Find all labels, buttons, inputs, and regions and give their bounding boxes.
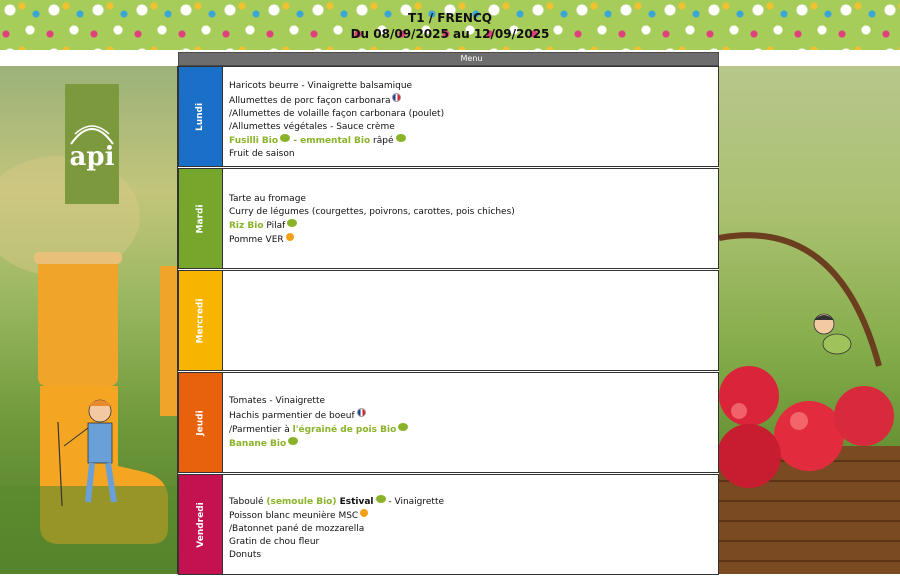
day-row-lundi: [178, 66, 719, 167]
organic-label-icon: [280, 134, 290, 142]
menu-item: Tomates - Vinaigrette: [229, 396, 326, 406]
date-range: Du 08/09/2025 au 12/09/2025: [350, 27, 550, 41]
day-label: Vendredi: [195, 501, 206, 548]
menu-item: Pomme VER: [229, 233, 714, 247]
organic-label-icon: [376, 495, 386, 503]
menu-item: Curry de légumes (courgettes, poivrons, carottes, pois chiches): [229, 207, 515, 217]
day-row-mardi: [178, 168, 719, 269]
day-tab-vendredi: [179, 475, 223, 574]
menu-item: /Allumettes de volaille façon carbonara (poulet): [229, 109, 445, 119]
menu-item: /Batonnet pané de mozzarella: [229, 524, 365, 534]
organic-label-icon: [398, 423, 408, 431]
day-label: Jeudi: [195, 409, 206, 436]
ver-label-icon: [286, 233, 294, 241]
api-logo: [65, 84, 119, 204]
header-banner: [0, 0, 900, 50]
france-flag-icon: [392, 93, 401, 102]
right-photo-panel: [719, 66, 900, 574]
day-tab-mercredi: [179, 271, 223, 370]
day-tab-jeudi: [179, 373, 223, 472]
menu-item: Taboulé (semoule Bio) Estival - Vinaigrette: [229, 497, 445, 507]
msc-label-icon: [360, 509, 368, 517]
menu-item: Gratin de chou fleur: [229, 537, 320, 547]
day-label: Lundi: [195, 102, 206, 131]
menu-header-label: Menu: [460, 54, 483, 63]
page-title: T1 / FRENCQ: [408, 11, 492, 25]
day-row-jeudi: [178, 372, 719, 473]
organic-label-icon: [288, 437, 298, 445]
menu-item: Poisson blanc meunière MSC: [229, 509, 714, 523]
day-tab-lundi: [179, 67, 223, 166]
day-row-vendredi: [178, 474, 719, 575]
menu-item: Fruit de saison: [229, 149, 295, 159]
menu-lundi: [229, 80, 714, 161]
menu-item: Allumettes de porc façon carbonara: [229, 93, 714, 108]
day-row-mercredi: [178, 270, 719, 371]
menu-jeudi: [229, 395, 714, 451]
menu-item: Hachis parmentier de boeuf: [229, 408, 714, 423]
climbing-figure-drawing: [814, 314, 851, 354]
menu-item: Fusilli Bio - emmental Bio râpé: [229, 134, 714, 148]
menu-item: Banane Bio: [229, 437, 714, 451]
menu-item: Riz Bio Pilaf: [229, 219, 714, 233]
menu-mardi: [229, 193, 714, 247]
menu-item: /Allumettes végétales - Sauce crème: [229, 122, 395, 132]
organic-label-icon: [287, 219, 297, 227]
organic-label-icon: [396, 134, 406, 142]
france-flag-icon: [357, 408, 366, 417]
menu-item: Tarte au fromage: [229, 194, 306, 204]
apple-basket-illustration: [719, 66, 900, 574]
menu-item: Donuts: [229, 550, 262, 560]
day-label: Mardi: [195, 204, 206, 233]
left-photo-panel: [0, 66, 178, 574]
logo-text: api: [69, 142, 115, 172]
menu-item: /Parmentier à l'égrainé de pois Bio: [229, 423, 714, 437]
menu-item: Haricots beurre - Vinaigrette balsamique: [229, 81, 413, 91]
menu-header-bar: [178, 52, 719, 66]
day-tab-mardi: [179, 169, 223, 268]
day-label: Mercredi: [195, 298, 206, 343]
menu-vendredi: [229, 495, 714, 562]
